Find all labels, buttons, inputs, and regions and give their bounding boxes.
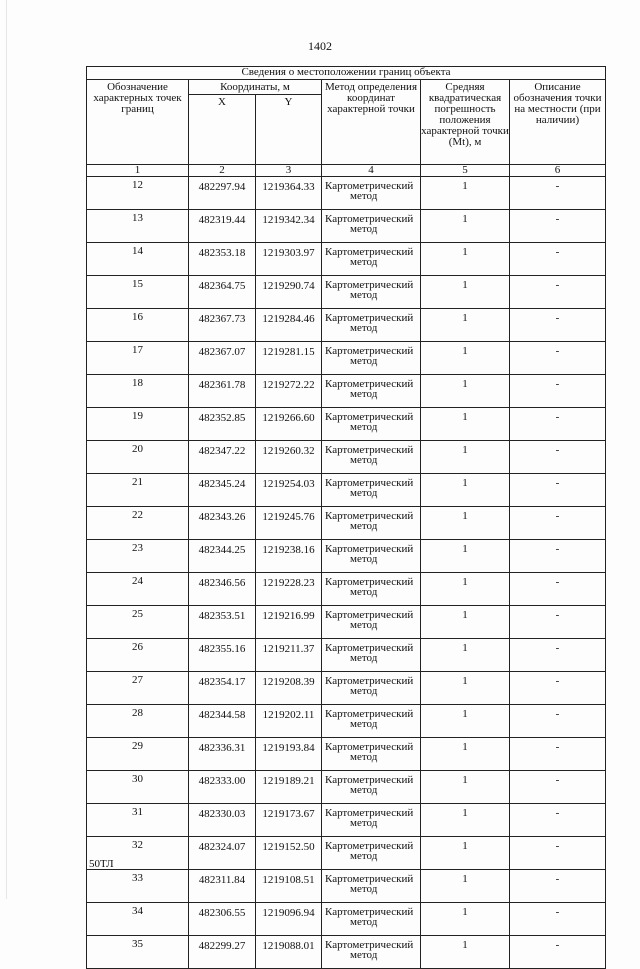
description-value: -	[510, 342, 606, 375]
table-row	[87, 639, 606, 672]
description-value: -	[510, 375, 606, 408]
header-x: X	[189, 95, 256, 165]
description-value: -	[510, 441, 606, 474]
table-row	[87, 606, 606, 639]
error-value: 1	[421, 573, 510, 606]
coord-x: 482319.44	[189, 210, 256, 243]
header-y: Y	[256, 95, 322, 165]
point-number: 12	[87, 177, 189, 210]
table-row	[87, 936, 606, 969]
method-cell	[322, 606, 421, 639]
method-line-2: метод	[350, 652, 378, 664]
coord-x: 482311.84	[189, 870, 256, 903]
point-number: 35	[87, 936, 189, 969]
method-cell	[322, 276, 421, 309]
point-number: 21	[87, 474, 189, 507]
coord-x: 482353.51	[189, 606, 256, 639]
table-row	[87, 771, 606, 804]
description-value: -	[510, 903, 606, 936]
method-line-2: метод	[350, 256, 378, 268]
error-value: 1	[421, 540, 510, 573]
coord-x: 482355.16	[189, 639, 256, 672]
point-number: 14	[87, 243, 189, 276]
method-line-1: Картометрический	[325, 279, 414, 291]
error-value: 1	[421, 837, 510, 870]
error-value: 1	[421, 507, 510, 540]
method-line-2: метод	[350, 520, 378, 532]
coord-y: 1219202.11	[256, 705, 322, 738]
page-number: 1402	[308, 39, 332, 53]
method-line-1: Картометрический	[325, 807, 414, 819]
method-line-2: метод	[350, 685, 378, 697]
method-line-1: Картометрический	[325, 444, 414, 456]
method-line-1: Картометрический	[325, 642, 414, 654]
description-value: -	[510, 705, 606, 738]
coord-x: 482306.55	[189, 903, 256, 936]
method-line-2: метод	[350, 916, 378, 928]
method-line-1: Картометрический	[325, 840, 414, 852]
error-value: 1	[421, 276, 510, 309]
error-value: 1	[421, 375, 510, 408]
point-number: 26	[87, 639, 189, 672]
method-line-1: Картометрический	[325, 411, 414, 423]
error-value: 1	[421, 804, 510, 837]
method-cell	[322, 936, 421, 969]
table-row	[87, 705, 606, 738]
table-row	[87, 375, 606, 408]
point-number: 30	[87, 771, 189, 804]
coord-x: 482364.75	[189, 276, 256, 309]
table-row	[87, 804, 606, 837]
coord-y: 1219245.76	[256, 507, 322, 540]
error-value: 1	[421, 408, 510, 441]
method-cell	[322, 540, 421, 573]
table-row	[87, 738, 606, 771]
method-cell	[322, 243, 421, 276]
method-line-2: метод	[350, 718, 378, 730]
coord-x: 482344.25	[189, 540, 256, 573]
coord-y: 1219260.32	[256, 441, 322, 474]
description-value: -	[510, 408, 606, 441]
method-cell	[322, 672, 421, 705]
method-line-2: метод	[350, 322, 378, 334]
coord-y: 1219193.84	[256, 738, 322, 771]
point-number: 19	[87, 408, 189, 441]
coord-y: 1219342.34	[256, 210, 322, 243]
coord-y: 1219152.50	[256, 837, 322, 870]
error-value: 1	[421, 342, 510, 375]
error-value: 1	[421, 771, 510, 804]
description-value: -	[510, 309, 606, 342]
point-number: 17	[87, 342, 189, 375]
method-cell	[322, 837, 421, 870]
method-cell	[322, 375, 421, 408]
point-number: 27	[87, 672, 189, 705]
error-value: 1	[421, 705, 510, 738]
scan-edge-line	[6, 0, 7, 899]
error-value: 1	[421, 309, 510, 342]
method-line-2: метод	[350, 553, 378, 565]
method-line-1: Картометрический	[325, 906, 414, 918]
table-row	[87, 672, 606, 705]
coord-x: 482344.58	[189, 705, 256, 738]
error-value: 1	[421, 474, 510, 507]
coord-y: 1219254.03	[256, 474, 322, 507]
header-designation: Обозначение характерных точек границ	[87, 80, 189, 165]
method-cell	[322, 408, 421, 441]
column-number: 3	[256, 165, 322, 177]
error-value: 1	[421, 441, 510, 474]
method-line-2: метод	[350, 883, 378, 895]
method-line-2: метод	[350, 619, 378, 631]
coord-x: 482367.07	[189, 342, 256, 375]
error-value: 1	[421, 243, 510, 276]
coord-y: 1219108.51	[256, 870, 322, 903]
method-cell	[322, 177, 421, 210]
method-line-1: Картометрический	[325, 939, 414, 951]
method-line-2: метод	[350, 355, 378, 367]
table-row	[87, 177, 606, 210]
description-value: -	[510, 606, 606, 639]
description-value: -	[510, 870, 606, 903]
table-row	[87, 276, 606, 309]
method-cell	[322, 474, 421, 507]
coord-y: 1219211.37	[256, 639, 322, 672]
table-row	[87, 210, 606, 243]
coord-x: 482345.24	[189, 474, 256, 507]
description-value: -	[510, 672, 606, 705]
coord-x: 482352.85	[189, 408, 256, 441]
description-value: -	[510, 507, 606, 540]
table-row	[87, 540, 606, 573]
method-line-2: метод	[350, 454, 378, 466]
column-number: 5	[421, 165, 510, 177]
method-cell	[322, 441, 421, 474]
column-number: 4	[322, 165, 421, 177]
error-value: 1	[421, 738, 510, 771]
method-cell	[322, 507, 421, 540]
method-line-1: Картометрический	[325, 543, 414, 555]
error-value: 1	[421, 210, 510, 243]
error-value: 1	[421, 870, 510, 903]
coord-x: 482330.03	[189, 804, 256, 837]
table-row	[87, 507, 606, 540]
error-value: 1	[421, 936, 510, 969]
coord-x: 482333.00	[189, 771, 256, 804]
coord-x: 482354.17	[189, 672, 256, 705]
coord-y: 1219173.67	[256, 804, 322, 837]
coord-y: 1219216.99	[256, 606, 322, 639]
method-line-1: Картометрический	[325, 345, 414, 357]
table-row	[87, 837, 606, 870]
method-line-2: метод	[350, 784, 378, 796]
point-number: 20	[87, 441, 189, 474]
table-body	[87, 177, 606, 969]
point-number: 18	[87, 375, 189, 408]
method-line-2: метод	[350, 817, 378, 829]
description-value: -	[510, 639, 606, 672]
coord-y: 1219284.46	[256, 309, 322, 342]
description-value: -	[510, 210, 606, 243]
point-number: 24	[87, 573, 189, 606]
description-value: -	[510, 738, 606, 771]
point-number: 34	[87, 903, 189, 936]
coord-x: 482346.56	[189, 573, 256, 606]
coord-x: 482343.26	[189, 507, 256, 540]
coord-y: 1219290.74	[256, 276, 322, 309]
point-number: 23	[87, 540, 189, 573]
table-row	[87, 309, 606, 342]
method-cell	[322, 309, 421, 342]
error-value: 1	[421, 606, 510, 639]
coord-x: 482299.27	[189, 936, 256, 969]
point-number: 15	[87, 276, 189, 309]
header-error: Средняя квадратическая погрешность положения характерной точки (Mt), м	[421, 80, 510, 165]
method-line-1: Картометрический	[325, 312, 414, 324]
coord-y: 1219281.15	[256, 342, 322, 375]
boundary-points-table	[86, 66, 606, 969]
coord-y: 1219096.94	[256, 903, 322, 936]
table-row	[87, 903, 606, 936]
column-number: 2	[189, 165, 256, 177]
coord-y: 1219364.33	[256, 177, 322, 210]
description-value: -	[510, 804, 606, 837]
table-row	[87, 243, 606, 276]
method-cell	[322, 738, 421, 771]
coord-x: 482336.31	[189, 738, 256, 771]
table-row	[87, 474, 606, 507]
coord-x: 482324.07	[189, 837, 256, 870]
method-cell	[322, 870, 421, 903]
error-value: 1	[421, 903, 510, 936]
header-method: Метод определения координат характерной точки	[322, 80, 421, 165]
method-line-1: Картометрический	[325, 477, 414, 489]
description-value: -	[510, 837, 606, 870]
method-line-1: Картометрический	[325, 576, 414, 588]
method-cell	[322, 342, 421, 375]
coord-y: 1219208.39	[256, 672, 322, 705]
table-title-text: Сведения о местоположении границ объекта	[241, 66, 451, 78]
coord-y: 1219272.22	[256, 375, 322, 408]
description-value: -	[510, 177, 606, 210]
coord-x: 482297.94	[189, 177, 256, 210]
point-number: 28	[87, 705, 189, 738]
table-row	[87, 870, 606, 903]
table-row	[87, 342, 606, 375]
coord-y: 1219266.60	[256, 408, 322, 441]
coord-y: 1219088.01	[256, 936, 322, 969]
error-value: 1	[421, 672, 510, 705]
method-cell	[322, 573, 421, 606]
column-number: 6	[510, 165, 606, 177]
method-line-1: Картометрический	[325, 741, 414, 753]
coord-y: 1219238.16	[256, 540, 322, 573]
point-number: 31	[87, 804, 189, 837]
table-title	[87, 67, 606, 80]
method-line-2: метод	[350, 223, 378, 235]
method-line-1: Картометрический	[325, 180, 414, 192]
method-line-1: Картометрический	[325, 675, 414, 687]
point-number: 22	[87, 507, 189, 540]
method-line-1: Картометрический	[325, 873, 414, 885]
header-coordinates: Координаты, м	[189, 80, 322, 95]
point-number: 33	[87, 870, 189, 903]
table-row	[87, 441, 606, 474]
method-line-2: метод	[350, 388, 378, 400]
method-line-2: метод	[350, 289, 378, 301]
column-number-row	[87, 165, 606, 177]
table-row	[87, 408, 606, 441]
coord-x: 482347.22	[189, 441, 256, 474]
error-value: 1	[421, 177, 510, 210]
coord-y: 1219189.21	[256, 771, 322, 804]
method-cell	[322, 639, 421, 672]
description-value: -	[510, 936, 606, 969]
column-number: 1	[87, 165, 189, 177]
method-line-1: Картометрический	[325, 510, 414, 522]
method-line-2: метод	[350, 751, 378, 763]
method-line-2: метод	[350, 586, 378, 598]
point-number: 29	[87, 738, 189, 771]
method-cell	[322, 903, 421, 936]
coord-y: 1219228.23	[256, 573, 322, 606]
coord-y: 1219303.97	[256, 243, 322, 276]
method-line-1: Картометрический	[325, 609, 414, 621]
method-line-1: Картометрический	[325, 213, 414, 225]
coord-x: 482353.18	[189, 243, 256, 276]
description-value: -	[510, 771, 606, 804]
error-value: 1	[421, 639, 510, 672]
method-line-2: метод	[350, 421, 378, 433]
method-line-1: Картометрический	[325, 246, 414, 258]
footer-code: 50ТЛ	[89, 858, 114, 870]
description-value: -	[510, 474, 606, 507]
coord-x: 482367.73	[189, 309, 256, 342]
table-row	[87, 573, 606, 606]
method-cell	[322, 771, 421, 804]
method-cell	[322, 804, 421, 837]
method-cell	[322, 705, 421, 738]
header-description: Описание обозначения точки на местности (при наличии)	[510, 80, 606, 165]
point-number: 32	[87, 837, 189, 870]
description-value: -	[510, 276, 606, 309]
description-value: -	[510, 573, 606, 606]
point-number: 13	[87, 210, 189, 243]
method-line-2: метод	[350, 850, 378, 862]
description-value: -	[510, 540, 606, 573]
method-line-2: метод	[350, 190, 378, 202]
point-number: 16	[87, 309, 189, 342]
method-line-1: Картометрический	[325, 378, 414, 390]
method-line-1: Картометрический	[325, 774, 414, 786]
method-cell	[322, 210, 421, 243]
coord-x: 482361.78	[189, 375, 256, 408]
point-number: 25	[87, 606, 189, 639]
method-line-1: Картометрический	[325, 708, 414, 720]
method-line-2: метод	[350, 487, 378, 499]
description-value: -	[510, 243, 606, 276]
method-line-2: метод	[350, 949, 378, 961]
